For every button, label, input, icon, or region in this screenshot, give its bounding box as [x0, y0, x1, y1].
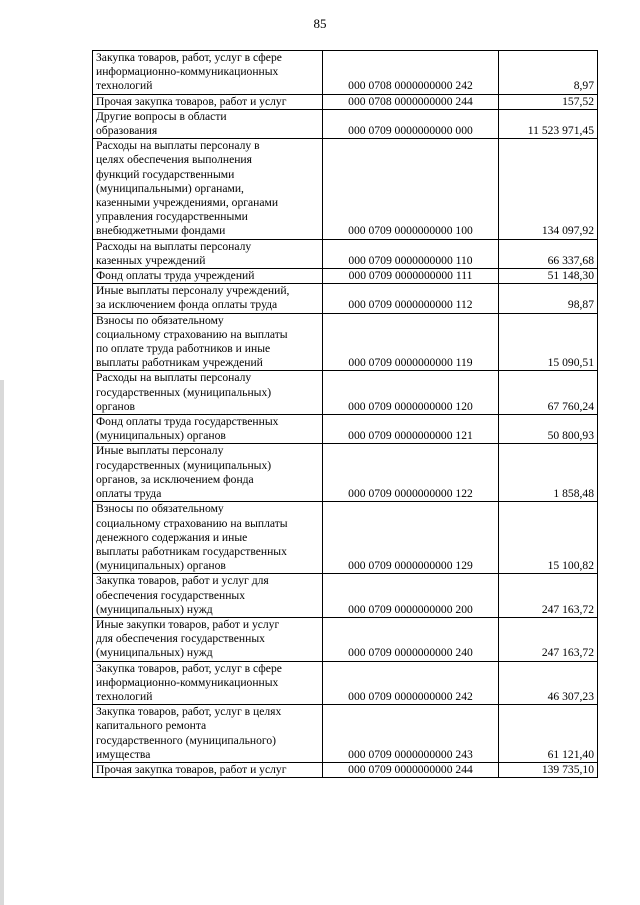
row-amount: 67 760,24 [499, 371, 598, 415]
row-code: 000 0709 0000000000 100 [323, 139, 499, 239]
row-amount: 11 523 971,45 [499, 109, 598, 138]
row-code: 000 0709 0000000000 240 [323, 617, 499, 661]
row-name: Иные выплаты персоналу учреждений, за исключением фонда оплаты труда [93, 284, 323, 313]
row-code: 000 0709 0000000000 244 [323, 762, 499, 777]
row-amount: 61 121,40 [499, 705, 598, 763]
row-amount: 247 163,72 [499, 574, 598, 618]
row-code: 000 0709 0000000000 120 [323, 371, 499, 415]
row-name: Закупка товаров, работ, услуг в сфере информационно-коммуникационных технологий [93, 51, 323, 95]
budget-table [92, 50, 598, 778]
table-row [93, 705, 598, 763]
table-row [93, 444, 598, 502]
row-amount: 51 148,30 [499, 269, 598, 284]
row-name: Закупка товаров, работ и услуг для обеспечения государственных (муниципальных) нужд [93, 574, 323, 618]
page-number: 85 [313, 16, 327, 31]
table-row [93, 502, 598, 574]
row-amount: 15 100,82 [499, 502, 598, 574]
row-name: Взносы по обязательному социальному страхованию на выплаты денежного содержания и иные выплаты работникам государственных (муниципальных) органов [93, 502, 323, 574]
table-row [93, 239, 598, 268]
table-row [93, 94, 598, 109]
row-amount: 139 735,10 [499, 762, 598, 777]
table-row [93, 284, 598, 313]
row-code: 000 0709 0000000000 111 [323, 269, 499, 284]
row-amount: 247 163,72 [499, 617, 598, 661]
row-name: Закупка товаров, работ, услуг в сфере информационно-коммуникационных технологий [93, 661, 323, 705]
table-row [93, 371, 598, 415]
row-name: Прочая закупка товаров, работ и услуг [93, 94, 323, 109]
table-row [93, 762, 598, 777]
table-row [93, 51, 598, 95]
table-row [93, 139, 598, 239]
row-amount: 134 097,92 [499, 139, 598, 239]
table-row [93, 109, 598, 138]
row-code: 000 0708 0000000000 242 [323, 51, 499, 95]
row-name: Иные закупки товаров, работ и услуг для обеспечения государственных (муниципальных) нужд [93, 617, 323, 661]
row-code: 000 0709 0000000000 121 [323, 415, 499, 444]
row-name: Фонд оплаты труда учреждений [93, 269, 323, 284]
table-row [93, 661, 598, 705]
row-name: Прочая закупка товаров, работ и услуг [93, 762, 323, 777]
row-code: 000 0709 0000000000 129 [323, 502, 499, 574]
row-name: Расходы на выплаты персоналу государственных (муниципальных) органов [93, 371, 323, 415]
scan-edge-shadow [0, 380, 4, 905]
row-amount: 50 800,93 [499, 415, 598, 444]
row-code: 000 0709 0000000000 200 [323, 574, 499, 618]
table-row [93, 574, 598, 618]
table-row [93, 617, 598, 661]
row-amount: 157,52 [499, 94, 598, 109]
row-code: 000 0708 0000000000 244 [323, 94, 499, 109]
row-code: 000 0709 0000000000 242 [323, 661, 499, 705]
row-code: 000 0709 0000000000 122 [323, 444, 499, 502]
table-row [93, 313, 598, 371]
row-name: Иные выплаты персоналу государственных (муниципальных) органов, за исключением фонда оплаты труда [93, 444, 323, 502]
row-amount: 98,87 [499, 284, 598, 313]
row-name: Фонд оплаты труда государственных (муниципальных) органов [93, 415, 323, 444]
row-code: 000 0709 0000000000 000 [323, 109, 499, 138]
row-name: Расходы на выплаты персоналу казенных учреждений [93, 239, 323, 268]
row-amount: 1 858,48 [499, 444, 598, 502]
row-amount: 8,97 [499, 51, 598, 95]
row-name: Закупка товаров, работ, услуг в целях капитального ремонта государственного (муниципального) имущества [93, 705, 323, 763]
row-code: 000 0709 0000000000 110 [323, 239, 499, 268]
row-amount: 15 090,51 [499, 313, 598, 371]
row-name: Расходы на выплаты персоналу в целях обеспечения выполнения функций государственными (муниципальными) органами, казенными учреждениями, органами управления государственными внебюджетными фондами [93, 139, 323, 239]
row-name: Взносы по обязательному социальному страхованию на выплаты по оплате труда работников и иные выплаты работникам учреждений [93, 313, 323, 371]
row-code: 000 0709 0000000000 119 [323, 313, 499, 371]
table-row [93, 415, 598, 444]
row-amount: 66 337,68 [499, 239, 598, 268]
row-code: 000 0709 0000000000 243 [323, 705, 499, 763]
table-row [93, 269, 598, 284]
row-name: Другие вопросы в области образования [93, 109, 323, 138]
row-code: 000 0709 0000000000 112 [323, 284, 499, 313]
row-amount: 46 307,23 [499, 661, 598, 705]
